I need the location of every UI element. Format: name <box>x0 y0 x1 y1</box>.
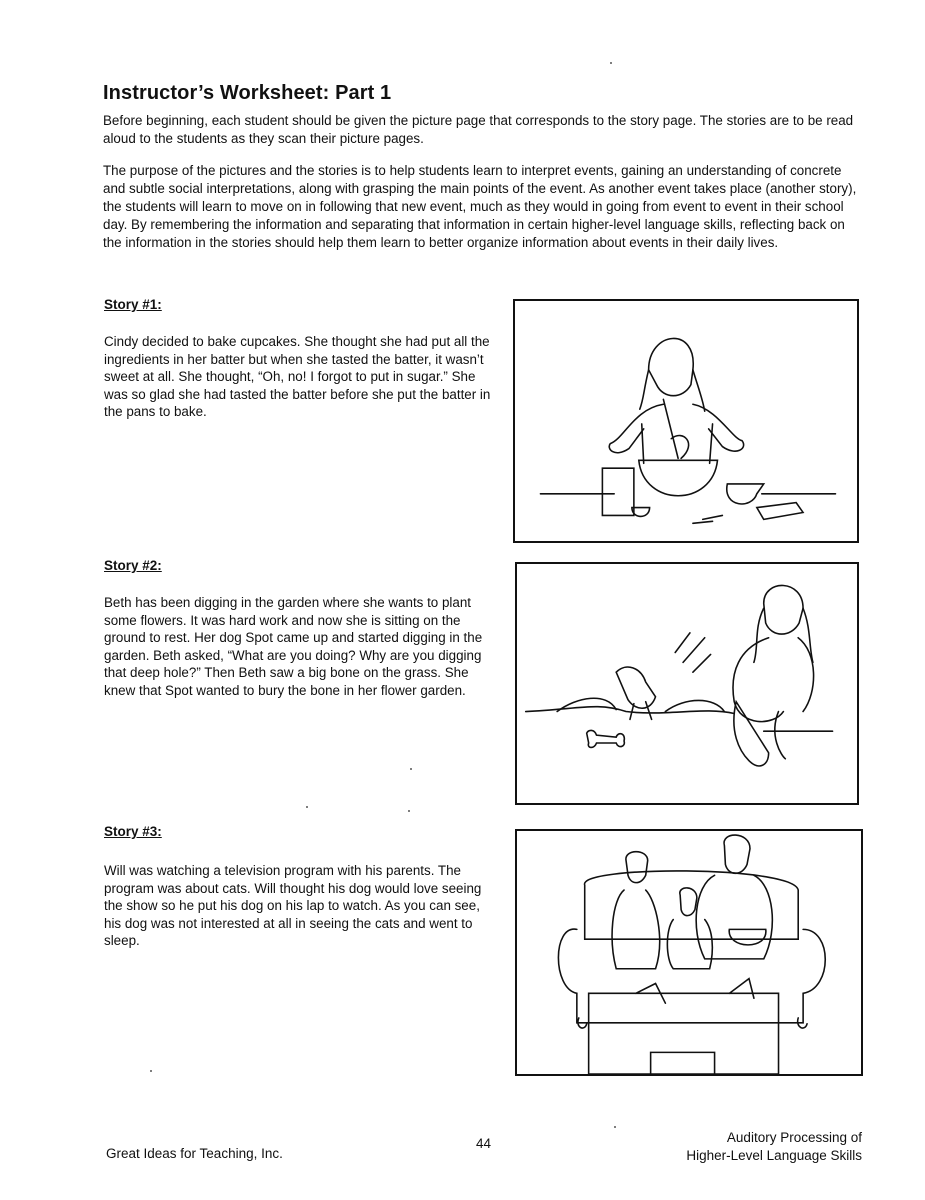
story-3-illustration <box>515 829 863 1076</box>
intro-paragraph: Before beginning, each student should be given the picture page that corresponds to the story page. The stories are to be read aloud to the students as they scan their picture pages. <box>103 113 854 146</box>
purpose-paragraph: The purpose of the pictures and the stories is to help students learn to interpret events, gaining an understanding of concrete and subtle social interpretations, along with grasping the main points of the event. As another event takes place (another story), the students will learn to move on in following that new event, much as they would in going from event to event in their school day. By remembering the information and separating that information in certain higher-level language skills, reflecting back on the information in the stories should help them learn to better organize information about events in their daily lives. <box>103 163 857 250</box>
story-2-text: Beth has been digging in the garden where she wants to plant some flowers. It was hard work and now she is sitting on the ground to rest. Her dog Spot came up and started digging in the garden. Beth asked, “What are you doing? Why are you digging that deep hole?” Then Beth saw a big bone on the grass. She knew that Spot wanted to bury the bone in her flower garden. <box>104 595 483 698</box>
scan-speck <box>150 1070 152 1072</box>
book-title-line-2: Higher-Level Language Skills <box>686 1148 862 1163</box>
publisher-name: Great Ideas for Teaching, Inc. <box>106 1146 283 1161</box>
scan-speck <box>408 810 410 812</box>
story-3-text: Will was watching a television program with his parents. The program was about cats. Will thought his dog would love seeing the show so he put his dog on his lap to watch. As you can see, his dog was not interested at all in seeing the cats and went to sleep. <box>104 863 482 949</box>
story-2-heading: Story #2: <box>104 558 162 573</box>
book-title <box>686 1129 862 1165</box>
scan-speck <box>306 806 308 808</box>
scan-speck <box>614 1126 616 1128</box>
scan-speck <box>410 768 412 770</box>
scan-speck <box>610 62 612 64</box>
page-number: 44 <box>476 1136 492 1151</box>
page-title: Instructor’s Worksheet: Part 1 <box>103 82 392 104</box>
story-1-heading: Story #1: <box>104 297 162 312</box>
story-2-illustration <box>515 562 859 805</box>
story-1-illustration <box>513 299 859 543</box>
story-3-heading: Story #3: <box>104 824 162 839</box>
book-title-line-1: Auditory Processing of <box>726 1130 862 1145</box>
story-1-text: Cindy decided to bake cupcakes. She thought she had put all the ingredients in her batter but when she tasted the batter, it wasn’t sweet at all. She thought, “Oh, no! I forgot to put in sugar.” She was so glad she had tasted the batter before she put the batter in the pans to bake. <box>104 334 491 420</box>
